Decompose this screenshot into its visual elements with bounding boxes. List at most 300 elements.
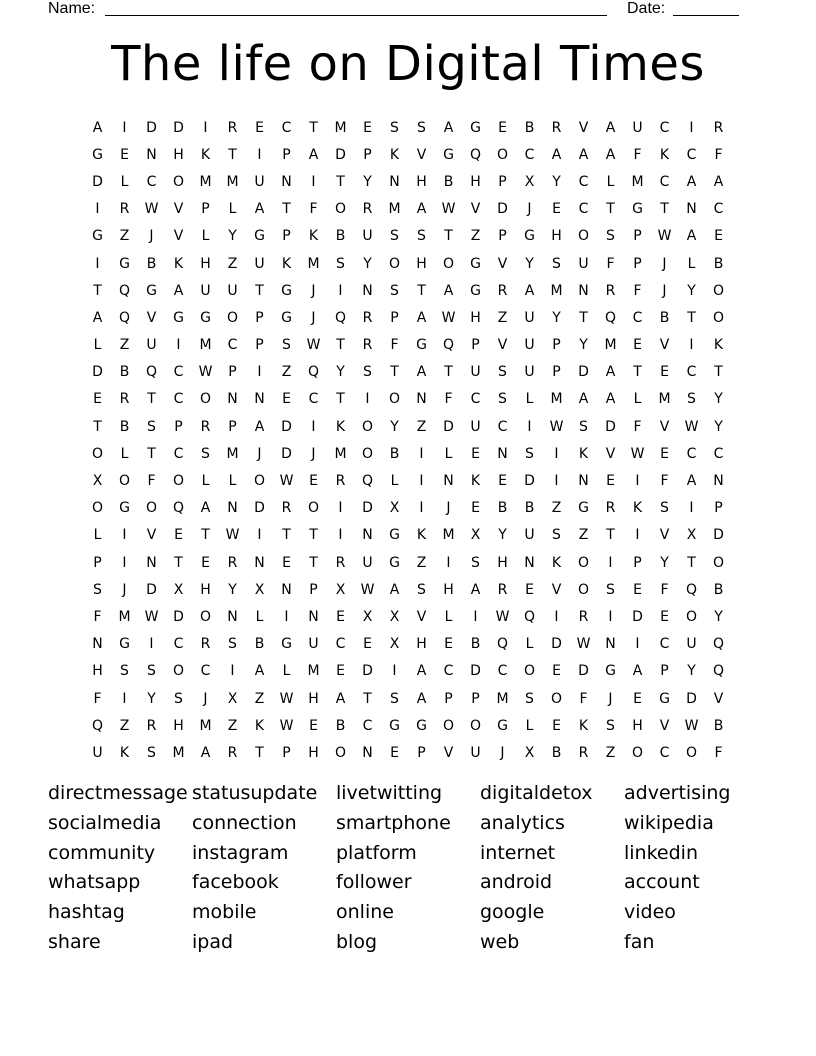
- grid-letter: A: [551, 146, 562, 163]
- grid-letter: O: [685, 608, 698, 625]
- grid-letter: Y: [228, 581, 237, 598]
- grid-letter: A: [254, 418, 265, 435]
- grid-letter: H: [470, 309, 481, 326]
- grid-letter: W: [279, 473, 294, 490]
- grid-letter: P: [282, 146, 291, 163]
- grid-letter: S: [228, 636, 237, 653]
- grid-letter: B: [713, 581, 724, 598]
- word-bank-item: follower: [336, 871, 412, 894]
- grid-letter: W: [279, 690, 294, 707]
- grid-letter: T: [147, 391, 156, 408]
- grid-letter: W: [495, 608, 510, 625]
- grid-letter: U: [362, 554, 373, 571]
- grid-letter: G: [92, 228, 103, 245]
- grid-letter: C: [200, 663, 211, 680]
- word-bank-item: share: [48, 930, 101, 953]
- grid-letter: I: [122, 527, 127, 544]
- grid-letter: V: [551, 581, 562, 598]
- grid-letter: J: [527, 201, 532, 218]
- grid-letter: C: [173, 364, 184, 381]
- grid-letter: M: [118, 608, 131, 625]
- grid-letter: A: [686, 473, 697, 490]
- grid-letter: M: [199, 173, 212, 190]
- grid-letter: C: [470, 391, 481, 408]
- grid-letter: M: [442, 527, 455, 544]
- grid-letter: C: [362, 717, 373, 734]
- grid-letter: E: [660, 445, 669, 462]
- grid-letter: J: [122, 581, 127, 598]
- grid-letter: A: [524, 282, 535, 299]
- grid-letter: V: [173, 201, 184, 218]
- grid-letter: O: [172, 663, 185, 680]
- grid-letter: T: [606, 201, 615, 218]
- grid-letter: D: [281, 445, 292, 462]
- grid-letter: U: [227, 282, 238, 299]
- grid-letter: A: [173, 282, 184, 299]
- grid-letter: X: [92, 473, 103, 490]
- grid-letter: B: [389, 445, 400, 462]
- grid-letter: E: [93, 391, 102, 408]
- grid-letter: V: [659, 418, 670, 435]
- grid-letter: W: [225, 527, 240, 544]
- grid-letter: I: [527, 418, 532, 435]
- grid-letter: G: [443, 146, 454, 163]
- grid-letter: S: [363, 364, 372, 381]
- grid-letter: I: [311, 173, 316, 190]
- grid-letter: L: [93, 337, 102, 354]
- grid-letter: Q: [712, 663, 725, 680]
- grid-letter: Q: [523, 608, 536, 625]
- grid-letter: G: [605, 663, 616, 680]
- grid-letter: S: [687, 391, 696, 408]
- grid-letter: B: [713, 717, 724, 734]
- grid-letter: Q: [361, 473, 374, 490]
- grid-letter: T: [174, 554, 183, 571]
- grid-letter: S: [390, 282, 399, 299]
- word-bank-item: directmessage: [48, 782, 188, 804]
- grid-letter: I: [122, 690, 127, 707]
- grid-letter: Y: [552, 173, 561, 190]
- grid-letter: O: [334, 744, 347, 761]
- word-bank-item: smartphone: [336, 811, 451, 834]
- grid-letter: P: [255, 337, 264, 354]
- grid-letter: I: [608, 608, 613, 625]
- grid-letter: J: [662, 282, 667, 299]
- word-bank-item: advertising: [624, 782, 731, 804]
- grid-letter: E: [552, 201, 561, 218]
- header-row: [48, 0, 740, 20]
- grid-letter: V: [713, 690, 724, 707]
- grid-letter: K: [470, 473, 481, 490]
- grid-letter: W: [279, 717, 294, 734]
- grid-letter: W: [684, 418, 699, 435]
- grid-letter: O: [469, 717, 482, 734]
- grid-letter: R: [227, 119, 238, 136]
- grid-letter: M: [631, 173, 644, 190]
- grid-letter: T: [201, 527, 210, 544]
- grid-letter: O: [577, 228, 590, 245]
- grid-letter: V: [416, 146, 427, 163]
- grid-letter: C: [578, 173, 589, 190]
- grid-letter: B: [713, 255, 724, 272]
- grid-letter: I: [338, 527, 343, 544]
- grid-letter: L: [525, 391, 534, 408]
- grid-letter: B: [119, 418, 130, 435]
- grid-letter: V: [497, 337, 508, 354]
- grid-letter: Q: [442, 337, 455, 354]
- grid-letter: T: [309, 119, 318, 136]
- grid-letter: U: [92, 744, 103, 761]
- grid-letter: K: [281, 255, 292, 272]
- grid-letter: D: [254, 500, 265, 517]
- grid-letter: D: [578, 364, 589, 381]
- grid-letter: E: [633, 337, 642, 354]
- grid-letter: Z: [119, 228, 130, 245]
- grid-letter: T: [309, 527, 318, 544]
- grid-letter: P: [363, 146, 372, 163]
- grid-letter: M: [226, 445, 239, 462]
- grid-letter: I: [554, 608, 559, 625]
- grid-row: [84, 196, 732, 223]
- grid-letter: R: [362, 309, 373, 326]
- grid-letter: O: [685, 744, 698, 761]
- grid-letter: D: [443, 418, 454, 435]
- grid-letter: E: [201, 554, 210, 571]
- grid-letter: F: [147, 473, 156, 490]
- word-bank-item: facebook: [192, 871, 279, 894]
- grid-letter: R: [497, 581, 508, 598]
- grid-letter: L: [525, 717, 534, 734]
- grid-letter: P: [174, 418, 183, 435]
- grid-letter: Q: [469, 146, 482, 163]
- grid-letter: W: [144, 201, 159, 218]
- grid-letter: V: [443, 744, 454, 761]
- grid-letter: S: [606, 717, 615, 734]
- grid-letter: V: [605, 445, 616, 462]
- grid-letter: U: [254, 173, 265, 190]
- grid-letter: I: [689, 337, 694, 354]
- grid-letter: Y: [363, 173, 372, 190]
- word-search-grid: [84, 114, 732, 767]
- grid-letter: I: [419, 445, 424, 462]
- grid-letter: T: [633, 364, 642, 381]
- grid-letter: V: [659, 717, 670, 734]
- grid-letter: L: [390, 473, 399, 490]
- grid-letter: I: [635, 636, 640, 653]
- grid-letter: Q: [307, 364, 320, 381]
- grid-letter: G: [92, 146, 103, 163]
- grid-letter: O: [172, 473, 185, 490]
- grid-letter: N: [578, 473, 589, 490]
- grid-letter: O: [496, 146, 509, 163]
- grid-letter: Z: [119, 717, 130, 734]
- grid-letter: A: [254, 201, 265, 218]
- word-bank-item: statusupdate: [192, 782, 318, 804]
- grid-letter: K: [416, 527, 427, 544]
- grid-letter: H: [173, 717, 184, 734]
- grid-letter: G: [119, 255, 130, 272]
- grid-letter: B: [524, 119, 535, 136]
- grid-letter: N: [497, 445, 508, 462]
- grid-letter: K: [578, 445, 589, 462]
- grid-letter: U: [470, 744, 481, 761]
- grid-letter: K: [119, 744, 130, 761]
- grid-letter: E: [309, 717, 318, 734]
- grid-letter: D: [92, 173, 103, 190]
- grid-letter: Z: [470, 228, 481, 245]
- grid-letter: A: [605, 119, 616, 136]
- grid-letter: X: [362, 608, 373, 625]
- grid-letter: U: [470, 364, 481, 381]
- grid-letter: Y: [714, 391, 723, 408]
- grid-letter: R: [578, 744, 589, 761]
- grid-letter: N: [713, 473, 724, 490]
- word-bank-item: instagram: [192, 841, 289, 864]
- grid-letter: E: [660, 364, 669, 381]
- grid-letter: N: [308, 608, 319, 625]
- grid-letter: P: [201, 201, 210, 218]
- grid-letter: P: [228, 418, 237, 435]
- grid-letter: N: [227, 608, 238, 625]
- grid-letter: F: [309, 201, 318, 218]
- grid-letter: K: [254, 717, 265, 734]
- grid-letter: B: [335, 228, 346, 245]
- grid-letter: G: [254, 228, 265, 245]
- grid-letter: O: [442, 255, 455, 272]
- grid-letter: D: [362, 500, 373, 517]
- grid-letter: A: [416, 309, 427, 326]
- grid-letter: L: [255, 608, 264, 625]
- grid-letter: S: [120, 663, 129, 680]
- grid-letter: W: [198, 364, 213, 381]
- word-bank-item: blog: [336, 930, 378, 953]
- grid-row: [84, 603, 732, 630]
- grid-letter: A: [578, 146, 589, 163]
- word-bank-item: fan: [624, 930, 655, 953]
- name-label: Name:: [48, 0, 96, 17]
- grid-letter: O: [712, 554, 725, 571]
- grid-letter: O: [712, 309, 725, 326]
- grid-letter: S: [336, 255, 345, 272]
- word-bank-item: account: [624, 871, 700, 894]
- grid-letter: Y: [687, 282, 696, 299]
- grid-letter: P: [498, 173, 507, 190]
- grid-letter: V: [578, 119, 589, 136]
- grid-letter: O: [361, 445, 374, 462]
- grid-letter: O: [577, 554, 590, 571]
- grid-letter: I: [473, 608, 478, 625]
- grid-letter: D: [497, 201, 508, 218]
- grid-letter: Q: [604, 309, 617, 326]
- grid-letter: J: [311, 445, 316, 462]
- grid-letter: H: [92, 663, 103, 680]
- grid-letter: Q: [712, 636, 725, 653]
- grid-letter: U: [578, 255, 589, 272]
- grid-letter: O: [226, 309, 239, 326]
- grid-letter: E: [606, 473, 615, 490]
- grid-letter: T: [282, 527, 291, 544]
- grid-letter: A: [470, 581, 481, 598]
- grid-letter: V: [470, 201, 481, 218]
- grid-row: [84, 685, 732, 712]
- word-bank-item: linkedin: [624, 841, 698, 864]
- grid-letter: T: [444, 228, 453, 245]
- grid-letter: N: [281, 581, 292, 598]
- grid-letter: I: [338, 282, 343, 299]
- grid-letter: I: [689, 500, 694, 517]
- grid-letter: G: [281, 282, 292, 299]
- grid-letter: A: [605, 146, 616, 163]
- grid-letter: P: [552, 364, 561, 381]
- grid-letter: Y: [390, 418, 399, 435]
- grid-letter: R: [119, 201, 130, 218]
- grid-letter: A: [389, 581, 400, 598]
- grid-letter: B: [551, 744, 562, 761]
- grid-letter: F: [660, 473, 669, 490]
- grid-letter: Y: [336, 364, 345, 381]
- grid-letter: E: [633, 581, 642, 598]
- grid-letter: R: [119, 391, 130, 408]
- grid-letter: Y: [579, 337, 588, 354]
- word-bank-item: mobile: [192, 901, 257, 924]
- word-bank-item: internet: [480, 841, 556, 864]
- grid-letter: B: [119, 364, 130, 381]
- grid-letter: S: [390, 228, 399, 245]
- grid-letter: F: [714, 744, 723, 761]
- grid-letter: M: [388, 201, 401, 218]
- grid-letter: G: [281, 636, 292, 653]
- grid-letter: S: [147, 418, 156, 435]
- grid-letter: S: [471, 554, 480, 571]
- grid-letter: C: [686, 146, 697, 163]
- grid-letter: M: [496, 690, 509, 707]
- grid-letter: G: [173, 309, 184, 326]
- grid-letter: H: [308, 744, 319, 761]
- grid-row: [84, 359, 732, 386]
- grid-letter: D: [524, 473, 535, 490]
- grid-letter: V: [146, 527, 157, 544]
- word-bank-item: wikipedia: [624, 811, 714, 834]
- grid-letter: T: [336, 337, 345, 354]
- grid-letter: D: [362, 663, 373, 680]
- grid-letter: T: [687, 554, 696, 571]
- grid-letter: N: [578, 282, 589, 299]
- grid-letter: P: [633, 228, 642, 245]
- grid-letter: I: [419, 500, 424, 517]
- grid-letter: K: [389, 146, 400, 163]
- grid-letter: P: [444, 690, 453, 707]
- grid-letter: I: [122, 554, 127, 571]
- grid-letter: H: [470, 173, 481, 190]
- grid-row: [84, 440, 732, 467]
- grid-letter: K: [578, 717, 589, 734]
- grid-letter: A: [416, 663, 427, 680]
- grid-letter: N: [254, 391, 265, 408]
- grid-letter: A: [443, 282, 454, 299]
- grid-letter: A: [92, 119, 103, 136]
- grid-letter: D: [173, 608, 184, 625]
- grid-letter: C: [173, 636, 184, 653]
- word-bank-item: ipad: [192, 930, 234, 953]
- grid-letter: S: [525, 690, 534, 707]
- grid-letter: I: [338, 500, 343, 517]
- grid-letter: P: [255, 309, 264, 326]
- grid-row: [84, 712, 732, 739]
- grid-letter: T: [228, 146, 237, 163]
- grid-letter: L: [228, 473, 237, 490]
- grid-letter: U: [200, 282, 211, 299]
- grid-letter: S: [282, 337, 291, 354]
- grid-letter: K: [659, 146, 670, 163]
- grid-letter: H: [200, 255, 211, 272]
- grid-letter: P: [390, 309, 399, 326]
- grid-letter: Q: [145, 364, 158, 381]
- grid-letter: V: [416, 608, 427, 625]
- grid-letter: U: [524, 364, 535, 381]
- grid-letter: Q: [118, 309, 131, 326]
- grid-letter: C: [173, 445, 184, 462]
- grid-letter: R: [227, 554, 238, 571]
- grid-letter: C: [227, 337, 238, 354]
- grid-letter: J: [662, 255, 667, 272]
- grid-letter: K: [632, 500, 643, 517]
- grid-letter: G: [632, 201, 643, 218]
- grid-letter: L: [282, 663, 291, 680]
- grid-row: [84, 658, 732, 685]
- grid-letter: O: [577, 581, 590, 598]
- grid-letter: E: [552, 663, 561, 680]
- grid-letter: T: [363, 690, 372, 707]
- word-bank-item: google: [480, 901, 545, 924]
- grid-letter: I: [311, 418, 316, 435]
- grid-row: [84, 522, 732, 549]
- grid-letter: T: [93, 282, 102, 299]
- grid-letter: C: [686, 364, 697, 381]
- grid-letter: O: [550, 690, 563, 707]
- grid-letter: C: [578, 201, 589, 218]
- grid-letter: D: [578, 663, 589, 680]
- grid-letter: I: [284, 608, 289, 625]
- grid-letter: T: [336, 391, 345, 408]
- grid-letter: S: [93, 581, 102, 598]
- word-bank-item: hashtag: [48, 901, 125, 924]
- grid-letter: P: [282, 744, 291, 761]
- grid-letter: L: [606, 173, 615, 190]
- grid-letter: R: [497, 282, 508, 299]
- grid-letter: M: [550, 391, 563, 408]
- grid-letter: O: [631, 744, 644, 761]
- grid-letter: C: [497, 418, 508, 435]
- grid-letter: G: [416, 337, 427, 354]
- grid-letter: Y: [687, 663, 696, 680]
- grid-letter: C: [281, 119, 292, 136]
- grid-letter: I: [95, 201, 100, 218]
- grid-letter: E: [336, 663, 345, 680]
- grid-letter: S: [552, 255, 561, 272]
- grid-letter: H: [551, 228, 562, 245]
- grid-letter: O: [388, 255, 401, 272]
- grid-letter: Z: [578, 527, 589, 544]
- grid-letter: I: [203, 119, 208, 136]
- grid-letter: S: [417, 119, 426, 136]
- grid-letter: G: [524, 228, 535, 245]
- grid-letter: X: [227, 690, 238, 707]
- grid-letter: L: [93, 527, 102, 544]
- word-bank-item: android: [480, 871, 553, 894]
- word-bank: [48, 779, 768, 958]
- grid-letter: H: [497, 554, 508, 571]
- grid-letter: Y: [147, 690, 156, 707]
